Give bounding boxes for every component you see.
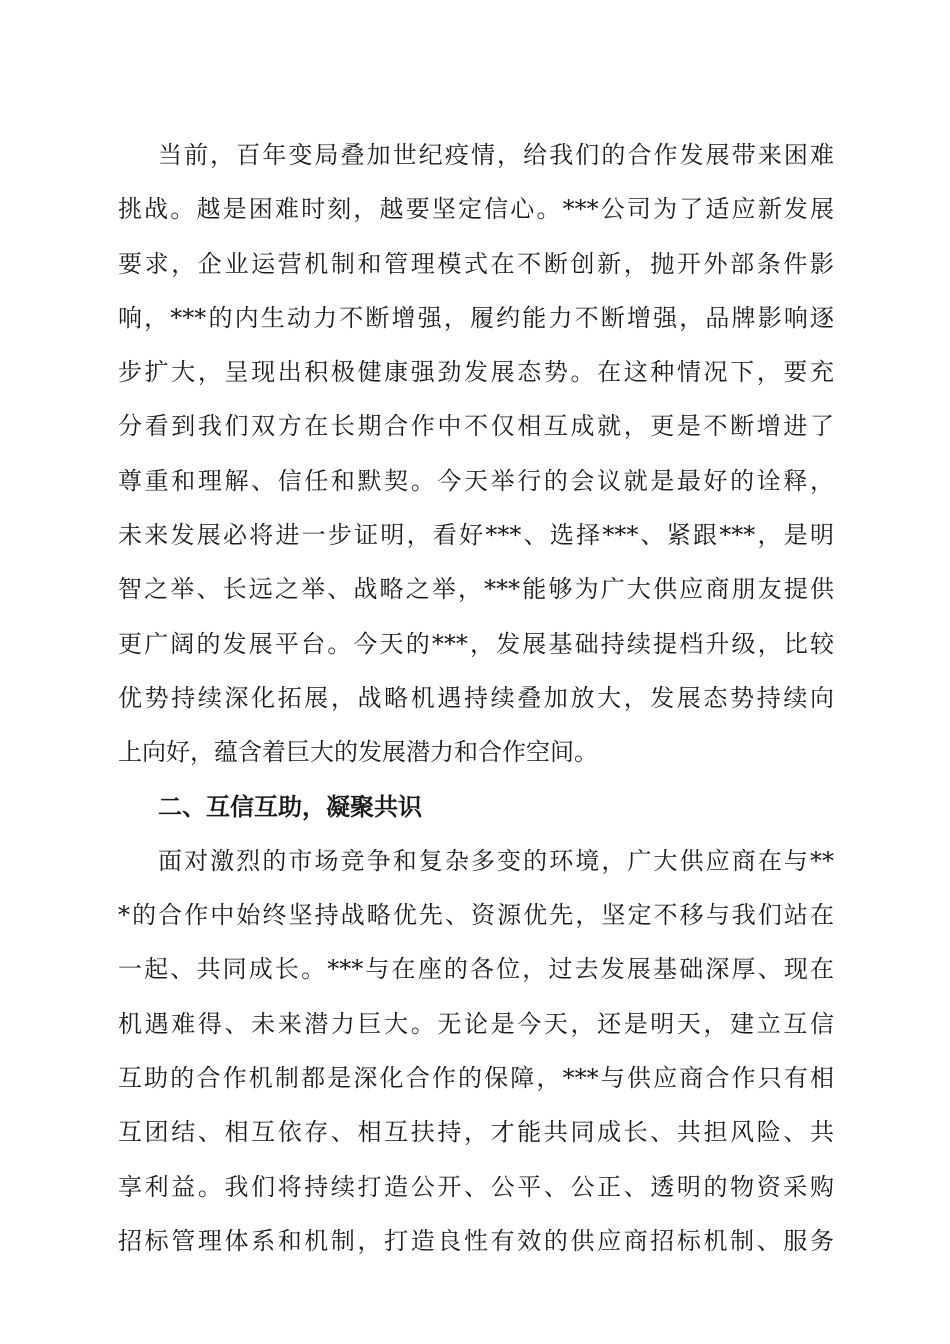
paragraph-line: 要求，企业运营机制和管理模式在不断创新，抛开外部条件影 [118, 249, 834, 278]
paragraph-line: 享利益。我们将持续打造公开、公平、公正、透明的物资采购 [118, 1172, 834, 1201]
section-heading: 二、互信互助，凝聚共识 [158, 792, 422, 821]
paragraph-line: 上向好，蕴含着巨大的发展潜力和合作空间。 [118, 738, 598, 767]
paragraph-line: 智之举、长远之举、战略之举，***能够为广大供应商朋友提供 [118, 575, 834, 604]
paragraph-line: 一起、共同成长。***与在座的各位，过去发展基础深厚、现在 [118, 955, 834, 984]
paragraph-line: 分看到我们双方在长期合作中不仅相互成就，更是不断增进了 [118, 412, 834, 441]
paragraph-line: 响，***的内生动力不断增强，履约能力不断增强，品牌影响逐 [118, 303, 834, 332]
paragraph-1 [118, 128, 834, 780]
paragraph-line: 机遇难得、未来潜力巨大。无论是今天，还是明天，建立互信 [118, 1009, 834, 1038]
paragraph-line: 未来发展必将进一步证明，看好***、选择***、紧跟***，是明 [118, 521, 834, 550]
paragraph-line: 面对激烈的市场竞争和复杂多变的环境，广大供应商在与** [158, 846, 834, 875]
document-body [118, 128, 834, 1268]
paragraph-line: 优势持续深化拓展，战略机遇持续叠加放大，发展态势持续向 [118, 683, 834, 712]
paragraph-line: 挑战。越是困难时刻，越要坚定信心。***公司为了适应新发展 [118, 195, 834, 224]
paragraph-line: 当前，百年变局叠加世纪疫情，给我们的合作发展带来困难 [158, 141, 834, 169]
paragraph-line: 招标管理体系和机制，打造良性有效的供应商招标机制、服务 [118, 1226, 834, 1255]
paragraph-line: *的合作中始终坚持战略优先、资源优先，坚定不移与我们站在 [118, 901, 834, 930]
paragraph-line: 更广阔的发展平台。今天的***，发展基础持续提档升级，比较 [118, 629, 834, 658]
paragraph-line: 尊重和理解、信任和默契。今天举行的会议就是最好的诠释， [118, 466, 834, 495]
paragraph-2 [118, 834, 834, 1268]
paragraph-line: 互助的合作机制都是深化合作的保障，***与供应商合作只有相 [118, 1064, 834, 1093]
paragraph-line: 步扩大，呈现出积极健康强劲发展态势。在这种情况下，要充 [118, 358, 834, 387]
paragraph-line: 互团结、相互依存、相互扶持，才能共同成长、共担风险、共 [118, 1118, 834, 1147]
